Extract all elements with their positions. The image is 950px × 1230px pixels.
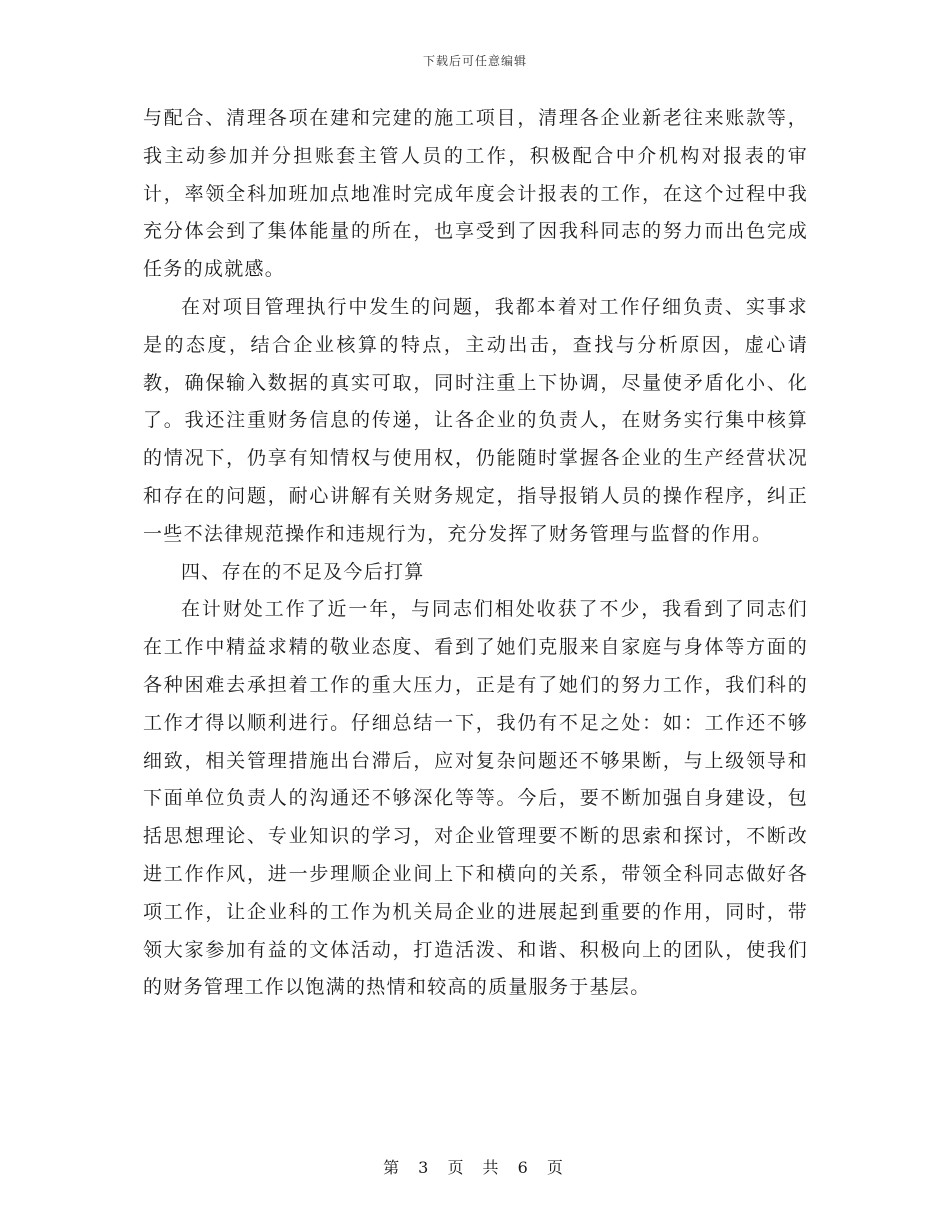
section-heading: 四、存在的不足及今后打算 [181,560,425,583]
paragraph: 在计财处工作了近一年，与同志们相处收获了不少，我看到了同志们在工作中精益求精的敬业态度、看到了她们克服来自家庭与身体等方面的各种困难去承担着工作的重大压力，正是有了她们的努力工作，我们科的工作才得以顺利进行。仔细总结一下，我仍有不足之处：如：工作还不够细致，相关管理措施出台滞后，应对复杂问题还不够果断，与上级领导和下面单位负责人的沟通还不够深化等等。今后，要不断加强自身建设，包括思想理论、专业知识的学习，对企业管理要不断的思索和探讨，不断改进工作作风，进一步理顺企业间上下和横向的关系，带领全科同志做好各项工作，让企业科的工作为机关局企业的进展起到重要的作用，同时，带领大家参加有益的文体活动，打造活泼、和谐、积极向上的团队，使我们的财务管理工作以饱满的热情和较高的质量服务于基层。 [143,598,808,999]
header-note: 下载后可任意编辑 [422,54,527,68]
page-number: 第 3 页 共 6 页 [383,1158,567,1177]
paragraph: 在对项目管理执行中发生的问题，我都本着对工作仔细负责、实事求是的态度，结合企业核算的特点，主动出击，查找与分析原因，虚心请教，确保输入数据的真实可取，同时注重上下协调，尽量使矛盾化小、化了。我还注重财务信息的传递，让各企业的负责人，在财务实行集中核算的情况下，仍享有知情权与使用权，仍能随时掌握各企业的生产经营状况和存在的问题，耐心讲解有关财务规定，指导报销人员的操作程序，纠正一些不法律规范操作和违规行为，充分发挥了财务管理与监督的作用。 [143,295,808,545]
document-body [143,100,808,1007]
paragraph: 与配合、清理各项在建和完建的施工项目，清理各企业新老往来账款等，我主动参加并分担账套主管人员的工作，积极配合中介机构对报表的审计，率领全科加班加点地准时完成年度会计报表的工作，在这个过程中我充分体会到了集体能量的所在，也享受到了因我科同志的努力而出色完成任务的成就感。 [143,107,808,281]
